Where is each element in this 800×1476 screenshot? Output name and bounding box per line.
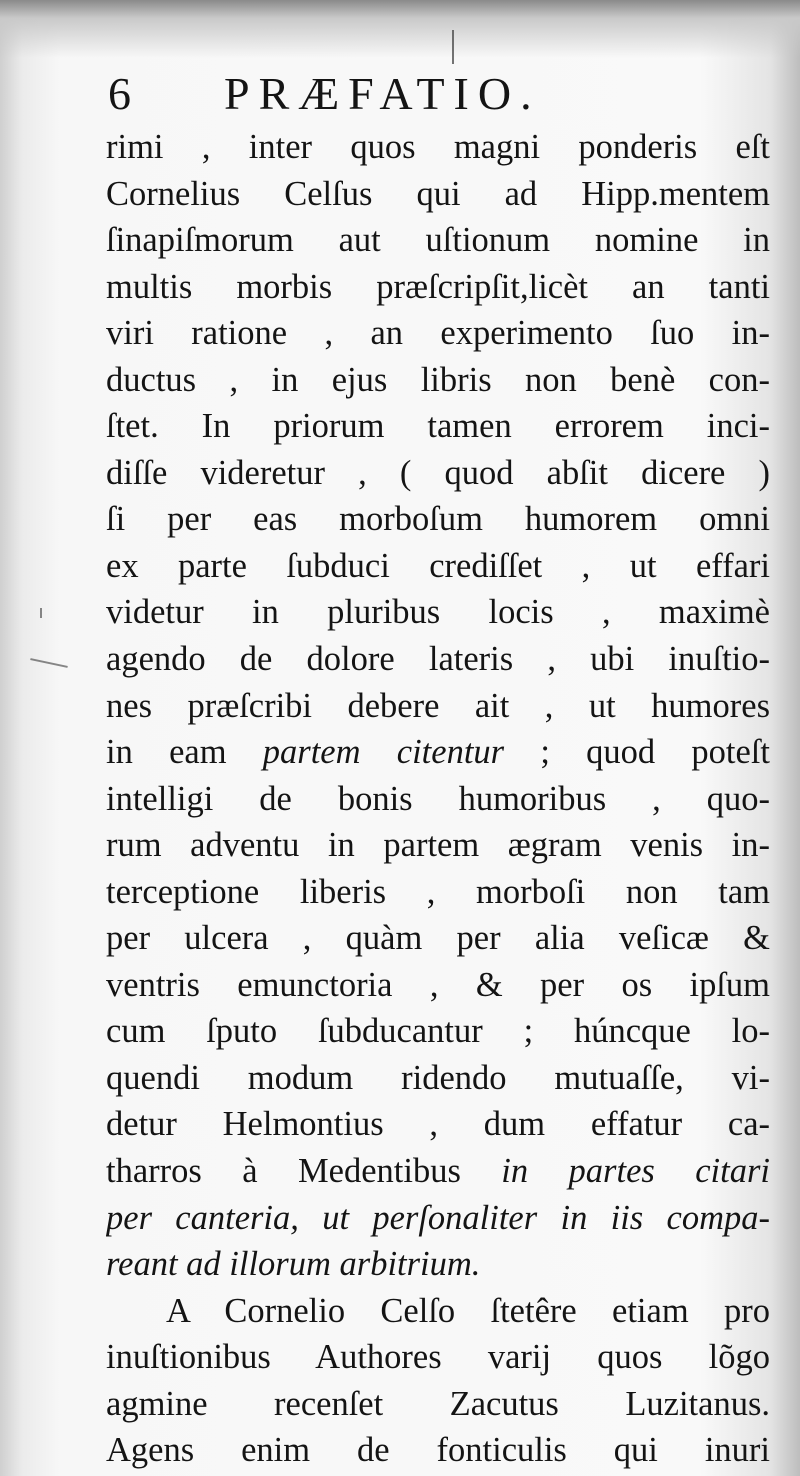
text-segment: Agens enim de fonticulis qui inuri (106, 1431, 770, 1470)
text-line (106, 1334, 770, 1381)
text-line (106, 729, 770, 776)
italic-text-segment: per canteria, ut perſonaliter in iis compa- (106, 1198, 770, 1237)
text-line (106, 1241, 770, 1288)
text-line (106, 1381, 770, 1428)
text-segment: ſinapiſmorum aut uſtionum nomine in (106, 221, 770, 260)
gutter-crease-mark (452, 30, 454, 64)
text-line (106, 357, 770, 404)
text-segment: Cornelius Celſus qui ad Hipp.mentem (106, 174, 770, 213)
text-segment: per ulcera , quàm per alia veſicæ & (106, 919, 770, 958)
text-segment: tharros à Medentibus (106, 1152, 502, 1191)
margin-stray-mark (30, 658, 68, 668)
text-line (106, 962, 770, 1009)
text-line (106, 1427, 770, 1474)
page-number: 6 (108, 68, 131, 119)
text-line (106, 310, 770, 357)
text-segment: terceptione liberis , morboſi non tam (106, 872, 770, 911)
italic-text-segment: in partes citari (501, 1152, 770, 1191)
text-segment: ſi per eas morboſum humorem omni (106, 500, 770, 539)
text-segment: diſſe videretur , ( quod abſit dicere ) (106, 453, 770, 492)
text-segment: rum adventu in partem ægram venis in- (106, 826, 770, 865)
margin-stray-mark (40, 608, 42, 618)
text-segment: inuſtionibus Authores varij quos lõgo (106, 1338, 770, 1377)
text-segment: A Cornelio Celſo ſtetêre etiam pro (166, 1291, 770, 1330)
text-segment: detur Helmontius , dum effatur ca- (106, 1105, 770, 1144)
text-segment: intelligi de bonis humoribus , quo- (106, 779, 770, 818)
text-segment: ſtet. In priorum tamen errorem inci- (106, 407, 770, 446)
text-line (106, 589, 770, 636)
text-line (106, 124, 770, 171)
text-line (106, 403, 770, 450)
text-segment: rimi , inter quos magni ponderis eſt (106, 128, 770, 166)
text-segment: viri ratione , an experimento ſuo in- (106, 314, 770, 353)
running-head: PRÆFATIO. (224, 68, 541, 119)
text-segment: videtur in pluribus locis , maximè (106, 593, 770, 632)
text-line (106, 1008, 770, 1055)
text-segment: quendi modum ridendo mutuaſſe, vi- (106, 1058, 770, 1097)
text-line (106, 1055, 770, 1102)
text-line (106, 264, 770, 311)
text-line (106, 450, 770, 497)
text-segment: ductus , in ejus libris non benè con- (106, 360, 770, 399)
text-segment: in eam (106, 733, 263, 772)
page-top-shadow (0, 0, 800, 58)
text-segment: nes præſcribi debere ait , ut humores (106, 686, 770, 725)
italic-text-segment: partem citentur (262, 733, 505, 772)
text-line (106, 1288, 770, 1335)
text-line (106, 822, 770, 869)
text-line (106, 496, 770, 543)
text-segment: cum ſputo ſubducantur ; húncque lo- (106, 1012, 770, 1051)
text-line (106, 171, 770, 218)
text-line (106, 636, 770, 683)
text-line (106, 683, 770, 730)
text-line (106, 1101, 770, 1148)
text-segment: multis morbis præſcripſit,licèt an tanti (106, 267, 770, 306)
text-segment: agmine recenſet Zacutus Luzitanus. (106, 1384, 770, 1423)
text-line (106, 776, 770, 823)
text-segment: agendo de dolore lateris , ubi inuſtio- (106, 640, 770, 679)
text-segment: ventris emunctoria , & per os ipſum (106, 965, 770, 1004)
text-line (106, 869, 770, 916)
body-text (106, 124, 770, 1474)
italic-text-segment: reant ad illorum arbitrium. (106, 1245, 481, 1284)
text-line (106, 915, 770, 962)
text-line (106, 217, 770, 264)
page-header (108, 64, 668, 124)
text-line (106, 1148, 770, 1195)
text-segment: ex parte ſubduci crediſſet , ut effari (106, 546, 770, 585)
text-line (106, 1195, 770, 1242)
text-segment: ; quod poteſt (504, 733, 770, 772)
text-line (106, 543, 770, 590)
